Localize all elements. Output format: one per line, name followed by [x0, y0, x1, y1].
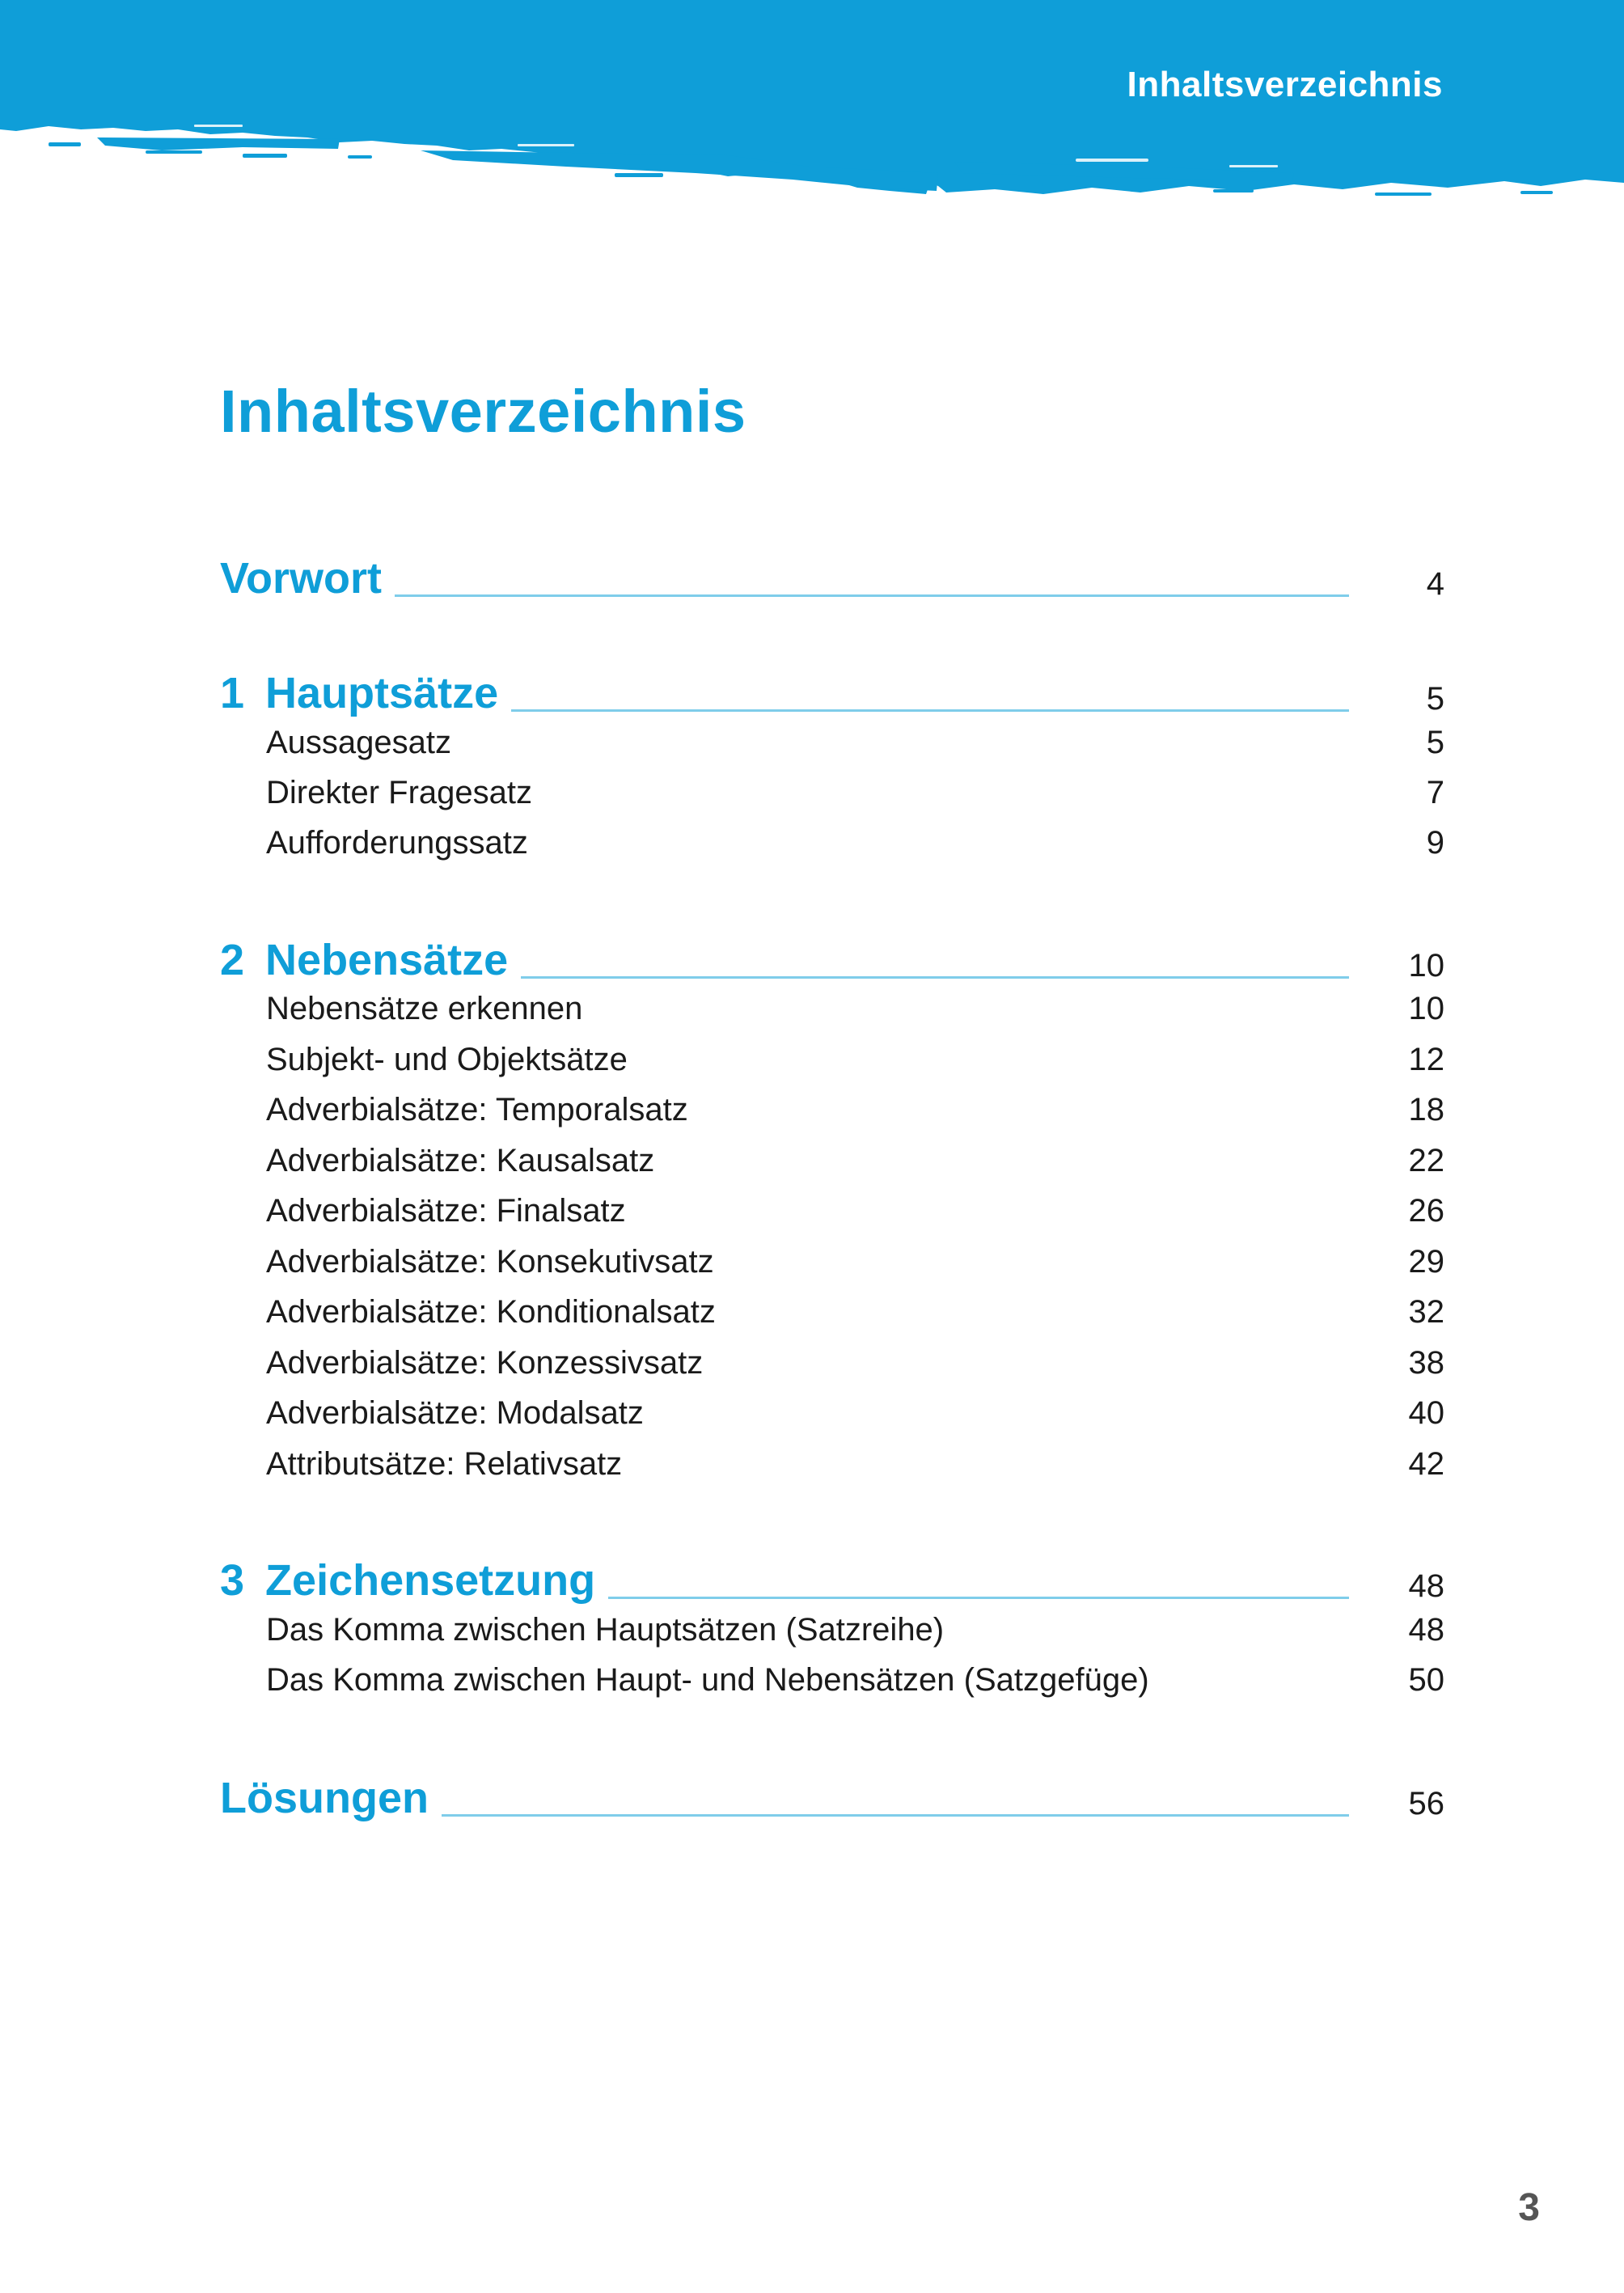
section-page-number: 4	[1426, 566, 1444, 602]
toc-entry[interactable]	[266, 986, 1444, 1031]
section-label: Zeichensetzung	[265, 1556, 596, 1605]
section-number: 1	[220, 669, 245, 717]
toc-entry[interactable]	[266, 1037, 1444, 1082]
section-title	[220, 938, 508, 982]
section-label: Nebensätze	[265, 936, 509, 984]
toc-entry[interactable]	[266, 1239, 1444, 1284]
entry-page-number: 42	[1408, 1445, 1444, 1482]
page-number: 3	[1518, 2186, 1540, 2229]
toc-entry[interactable]	[266, 820, 1444, 865]
toc-entry[interactable]	[266, 1441, 1444, 1487]
entry-page-number: 22	[1408, 1142, 1444, 1178]
entry-page-number: 12	[1408, 1041, 1444, 1077]
header-title: Inhaltsverzeichnis	[1127, 65, 1443, 104]
toc-entry[interactable]	[266, 1657, 1444, 1703]
entry-page-number: 40	[1408, 1394, 1444, 1431]
entry-page-number: 29	[1408, 1243, 1444, 1280]
entry-page-number: 18	[1408, 1091, 1444, 1127]
entry-page-number: 10	[1408, 990, 1444, 1026]
entry-page-number: 7	[1426, 774, 1444, 810]
entry-label: Adverbialsätze: Kausalsatz	[266, 1142, 655, 1178]
section-page-number: 56	[1408, 1786, 1444, 1821]
entry-page-number: 5	[1426, 724, 1444, 760]
section-title	[220, 1556, 596, 1605]
toc-entry[interactable]	[266, 1390, 1444, 1436]
leader-rule	[608, 1597, 1349, 1599]
entry-label: Attributsätze: Relativsatz	[266, 1445, 623, 1482]
leader-rule	[511, 709, 1349, 712]
section-page-number: 48	[1408, 1568, 1444, 1604]
toc-entry[interactable]	[266, 1607, 1444, 1652]
toc-entry[interactable]	[266, 1340, 1444, 1386]
section-number: 2	[220, 936, 245, 984]
entry-page-number: 50	[1408, 1661, 1444, 1698]
leader-rule	[395, 594, 1349, 597]
entry-label: Das Komma zwischen Haupt- und Nebensätzen (Satzgefüge)	[266, 1661, 1149, 1698]
toc-section-loesungen[interactable]	[220, 1763, 1444, 1820]
entry-page-number: 32	[1408, 1293, 1444, 1330]
entry-label: Adverbialsätze: Konditionalsatz	[266, 1293, 716, 1330]
entry-label: Subjekt- und Objektsätze	[266, 1041, 628, 1077]
toc-entry[interactable]	[266, 720, 1444, 765]
entry-label: Aufforderungssatz	[266, 824, 528, 861]
leader-rule	[521, 976, 1349, 979]
section-label: Hauptsätze	[265, 669, 499, 717]
entry-page-number: 26	[1408, 1192, 1444, 1229]
section-title	[220, 671, 498, 715]
leader-rule	[442, 1814, 1349, 1817]
entry-label: Aussagesatz	[266, 724, 452, 760]
toc-section-2[interactable]	[220, 925, 1444, 982]
toc-section-3[interactable]	[220, 1546, 1444, 1605]
entry-label: Adverbialsätze: Konzessivsatz	[266, 1344, 704, 1381]
section-page-number: 10	[1408, 948, 1444, 984]
toc-entry[interactable]	[266, 1188, 1444, 1233]
entry-label: Nebensätze erkennen	[266, 990, 583, 1026]
toc-section-vorwort[interactable]	[220, 544, 1444, 603]
entry-page-number: 38	[1408, 1344, 1444, 1381]
entry-label: Adverbialsätze: Konsekutivsatz	[266, 1243, 714, 1280]
entry-label: Adverbialsätze: Finalsatz	[266, 1192, 626, 1229]
section-title: Lösungen	[220, 1774, 429, 1822]
entry-label: Direkter Fragesatz	[266, 774, 532, 810]
toc-entry[interactable]	[266, 1138, 1444, 1183]
toc-section-1[interactable]	[220, 658, 1444, 715]
header-banner	[0, 0, 1624, 210]
section-title: Vorwort	[220, 554, 382, 603]
entry-page-number: 9	[1426, 824, 1444, 861]
section-page-number: 5	[1426, 681, 1444, 717]
toc-entry[interactable]	[266, 1289, 1444, 1335]
entry-label: Adverbialsätze: Modalsatz	[266, 1394, 644, 1431]
entry-page-number: 48	[1408, 1611, 1444, 1648]
entry-label: Adverbialsätze: Temporalsatz	[266, 1091, 688, 1127]
toc-entry[interactable]	[266, 1087, 1444, 1132]
entry-label: Das Komma zwischen Hauptsätzen (Satzreihe)	[266, 1611, 945, 1648]
section-number: 3	[220, 1556, 245, 1605]
brush-stroke-banner	[0, 0, 1624, 210]
toc-entry[interactable]	[266, 770, 1444, 815]
page-title: Inhaltsverzeichnis	[220, 378, 746, 445]
